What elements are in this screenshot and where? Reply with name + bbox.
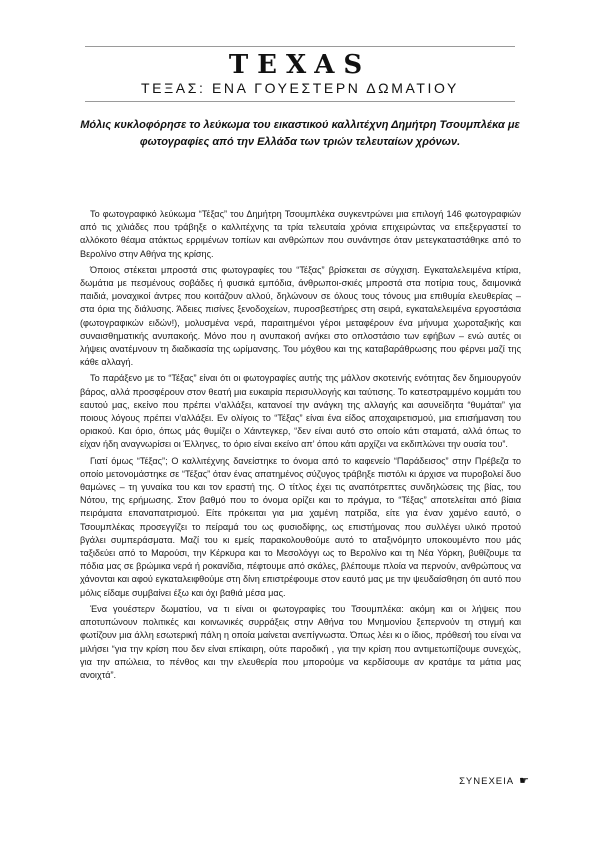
lead-paragraph: Μόλις κυκλοφόρησε το λεύκωμα του εικαστικού καλλιτέχνη Δημήτρη Τσουμπλέκα με φωτογραφίες από την Ελλάδα των τριών τελευταίων χρόνων.	[80, 119, 520, 148]
article-body	[80, 208, 521, 685]
top-divider	[85, 46, 515, 47]
bottom-divider	[85, 101, 515, 102]
article-paragraph: Το παράξενο με το “Τέξας” είναι ότι οι φωτογραφίες αυτής της μάλλον σκοτεινής ενότητας δεν δημιουργούν βάρος, αλλά προσφέρουν στον θεατή μια ευκαιρία περισυλλογής και ταύτισης. Το κατεστραμμένο κομμάτι του εαυτού μας, εκείνο που πρέπει ν’αλλάξει, κατανοεί την ανάγκη της αλλαγής και ασυνείδητα “θυμάται” για ποιους λόγους πρέπει ν’αλλάξει. Εν ολίγοις το “Τέξας” είναι ένα είδος αποχαιρετισμού, μια επισήμανση του οριακού. Και όριο, όπως μάς θυμίζει ο Χάιντεγκερ, “δεν είναι αυτό στο οποίο κάτι σταματά, αλλά όπως το είχαν ήδη αναγνωρίσει οι Έλληνες, το όριο είναι εκείνο απ’ όπου κάτι αρχίζει να εκδιπλώνει την ουσία του”.	[80, 373, 521, 450]
article-paragraph: Το φωτογραφικό λεύκωμα “Τέξας” του Δημήτρη Τσουμπλέκα συγκεντρώνει μια επιλογή 146 φωτογραφιών από τις χιλιάδες που τράβηξε ο καλλιτέχνης τα τρία τελευταία χρόνια επιχειρώντας να επεξεργαστεί το αλλόκοτο θέαμα ατάκτως ερριμένων τοπίων και ανθρώπων που συνάντησε όταν μετεγκαταστάθηκε από το Βερολίνο στην Αθήνα της κρίσης.	[80, 209, 521, 259]
page-subtitle: ΤΕΞΑΣ: ΕΝΑ ΓΟΥΕΣΤΕΡΝ ΔΩΜΑΤΙΟΥ	[141, 80, 459, 96]
article-paragraph: Όποιος στέκεται μπροστά στις φωτογραφίες του “Τέξας” βρίσκεται σε σύγχιση. Εγκαταλελειμένα κτίρια, δωμάτια με πεσμένους σοβάδες ή φυσικά εμπόδια, άνθρωποι-σκιές μπροστά στα ποτίρια τους, δαιμονικά παιδιά, μοναχικοί άντρες που κοιτάζουν αλλού, δηλώνουν σε όλους τους τόνους μια επιθυμία ελευθερίας – στα όρια της διάλυσης. Άδειες πισίνες ξενοδοχείων, πυροσβεστήρες στη σειρά, εγκαταλελειμένα εργοστάσια (φωτογραφικών ειδών!), μολυσμένα νερά, παραιτημένοι γέροι μεταφέρουν ένα μήνυμα χωροταξικής και συναισθηματικής ανυπακοής. Μόνο που η ανυπακοή ανήκει στο οπλοστάσιο των εφήβων – ενώ αυτές οι λήψεις ανατέμνουν τη διαδικασία της ωρίμανσης. Του μόχθου και της καταβαράθρωσης που φέρνει μαζί της κάθε αλλαγή.	[80, 264, 521, 368]
page-title: TEXAS	[228, 50, 372, 80]
article-paragraph: Γιατί όμως “Τέξας”; Ο καλλιτέχνης δανείστηκε το όνομα από το καφενείο “Παράδεισος” στην Πρέβεζα το οποίο μετονομάστηκε σε “Τέξας” όταν ένας απατημένος σύζυγος τράβηξε πιστόλι κι άρχισε να πυροβολεί δυο θαμώνες – τη γυναίκα του και τον εραστή της. Ο τίτλος έχει τις αναπότρεπτες συνδηλώσεις της βίας, του Νότου, της ερήμωσης. Στον βαθμό που το όνομα ορίζει και το πράγμα, το “Τέξας” αποτελείται από βίαια πειράματα επαναπατρισμού. Είτε πρόκειται για μια χαμένη πατρίδα, είτε για έναν χαμένο εαυτό, ο Τσουμπλέκας προσεγγίζει το πείραμά του ως φυσιοδίφης, ως επιστήμονας που συλλέγει υλικό προτού βγάλει συμπεράσματα. Μαζί του κι εμείς παρακολουθούμε αυτό το αταξινόμητο υποκουμέντο που μάς ταξιδεύει από το Μαρούσι, την Κέρκυρα και το Μεσολόγγι ως το Βερολίνο και τη Νέα Υόρκη, βυθίζουμε τα πόδια μας σε βρώμικα νερά ή ροκανίδια, πέφτουμε από σκάλες, βλέπουμε πλοία να περνούν, ανθρώπους να χάνονται και αφού εγκαταλειφθούμε στη δίνη επιστρέφουμε στον εαυτό μας με την ψευδαίσθηση ότι αυτό που μόλις είδαμε συμβαίνει έξω και όχι βαθιά μέσα μας.	[80, 455, 521, 598]
article-paragraph: Ένα γουέστερν δωματίου, να τι είναι οι φωτογραφίες του Τσουμπλέκα: ακόμη και οι λήψεις που αποτυπώνουν πολιτικές και κοινωνικές συρράξεις στην Αθήνα του Μνημονίου ξεπερνούν τη στιγμή και φωτίζουν μια άλλη εσωτερική πάλη η οποία μαίνεται ανεπίγνωστα. Όπως λέει κι ο ίδιος, πρόθεσή του είναι να μιλήσει “για την κρίση που δεν είναι επίκαιρη, ούτε παροδική , για την κρίση που αντιμετωπίζουμε συνεχώς, για την απώλεια, το πένθος και την ελευθερία που μπορούμε να κερδίσουμε αν κρατάμε τα μάτια μας ανοιχτά”.	[80, 603, 521, 680]
pointing-hand-icon: ☛	[519, 775, 530, 787]
continue-label: ΣΥΝΕΧΕΙΑ	[459, 776, 515, 787]
continue-link[interactable]	[459, 776, 530, 787]
